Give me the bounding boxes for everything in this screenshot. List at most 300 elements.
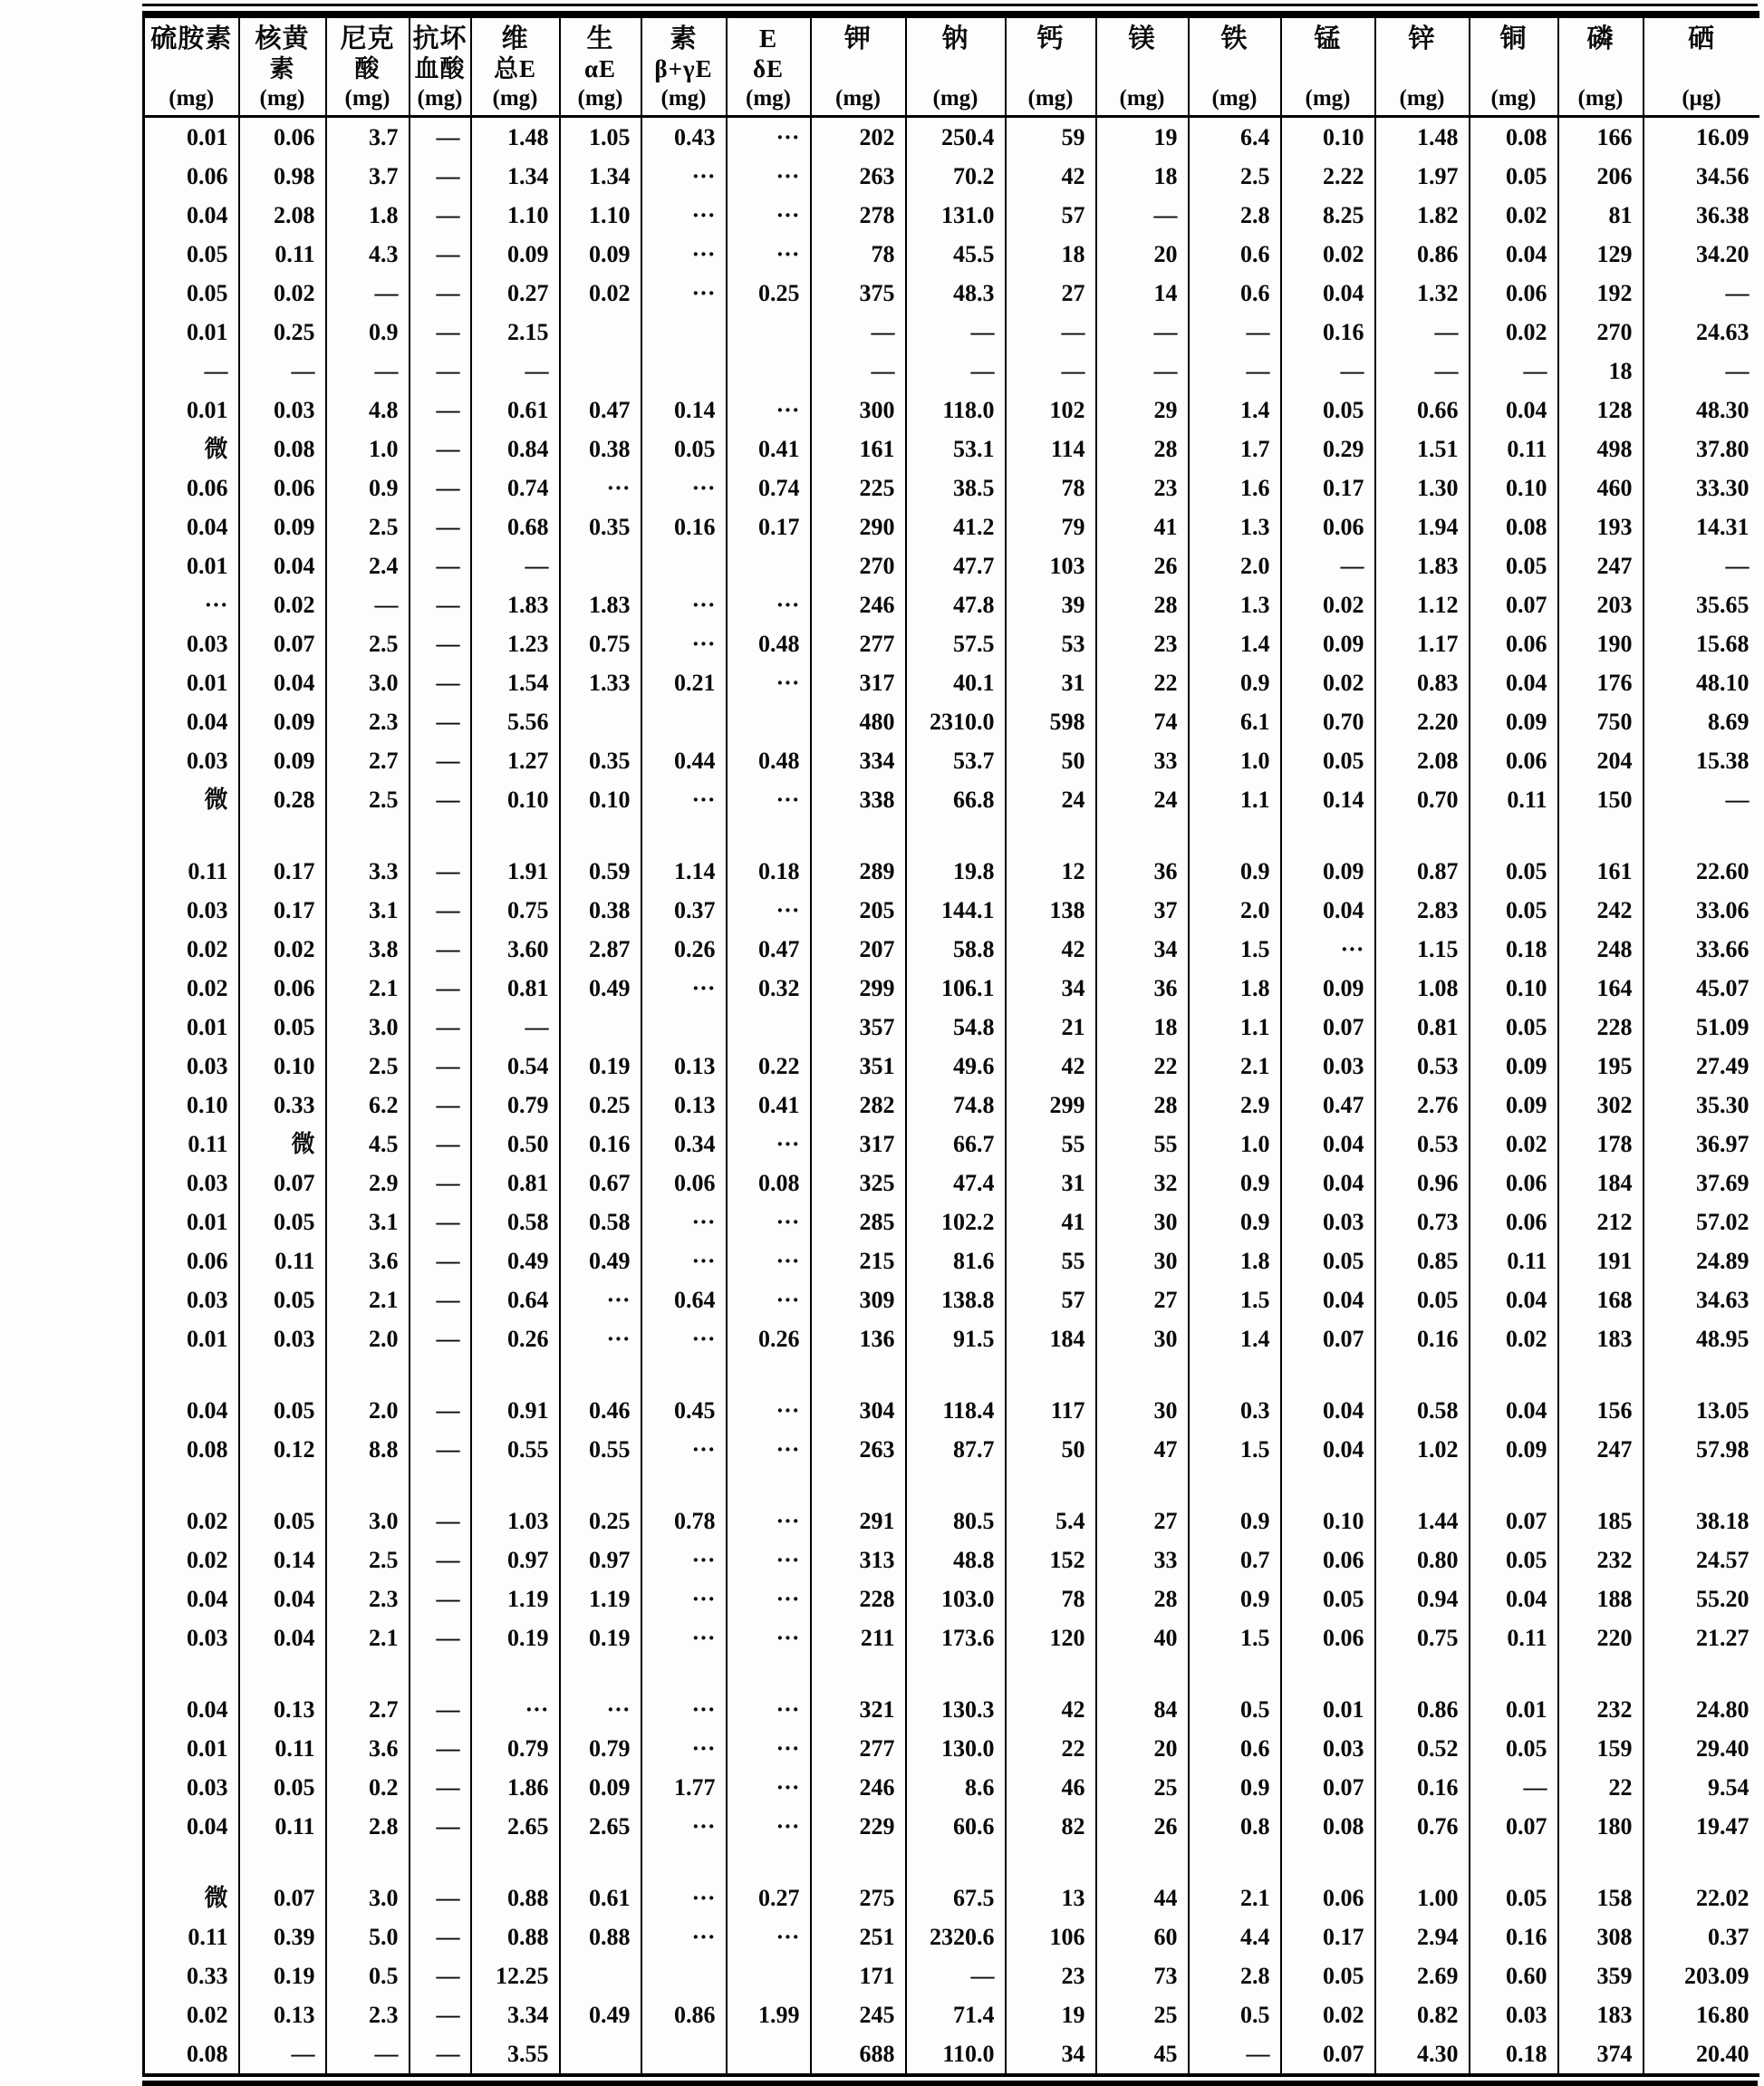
cell: —: [410, 1008, 471, 1047]
cell: 0.09: [1470, 1086, 1558, 1125]
cell: 0.9: [1189, 852, 1281, 891]
cell: 47.4: [906, 1164, 1006, 1202]
cell: 1.48: [1375, 117, 1470, 158]
cell: 37.80: [1696, 435, 1750, 462]
spacer-cell: [1096, 1358, 1189, 1391]
cell: 0.09: [239, 702, 326, 741]
column-header-17: [1558, 14, 1644, 117]
cell: —: [1096, 352, 1189, 391]
table-row: [144, 1807, 1759, 1846]
cell: —: [144, 352, 239, 391]
cell: 1.17: [1375, 624, 1470, 663]
column-unit: (mg): [169, 86, 215, 111]
cell: 36.97: [1696, 1130, 1750, 1157]
cell: —: [906, 352, 1006, 391]
cell: 0.75: [471, 891, 560, 930]
cell: 0.09: [560, 1768, 641, 1807]
cell: 41.2: [906, 507, 1006, 546]
cell: 0.25: [239, 313, 326, 352]
spacer-cell: [811, 1657, 906, 1690]
cell: [727, 546, 811, 585]
cell: 22.02: [1696, 1884, 1750, 1911]
cell: —: [410, 1280, 471, 1319]
cell: 78: [1006, 1579, 1096, 1618]
cell: 35.30: [1696, 1091, 1750, 1118]
cell: 6.1: [1189, 702, 1281, 741]
cell: 45: [1096, 2034, 1189, 2075]
cell: 0.10: [471, 780, 560, 819]
column-name: [1097, 24, 1188, 86]
cell: [727, 313, 811, 352]
cell: —: [811, 313, 906, 352]
cell: 0.07: [1281, 1768, 1375, 1807]
table-row: [144, 196, 1759, 235]
cell: 22: [1096, 1047, 1189, 1086]
cell: 0.88: [471, 1917, 560, 1956]
cell: 4.4: [1189, 1917, 1281, 1956]
cell: 0.81: [471, 1164, 560, 1202]
cell: —: [410, 1125, 471, 1164]
cell: 0.11: [239, 1807, 326, 1846]
column-unit: (mg): [1577, 86, 1624, 111]
cell: [727, 1956, 811, 1995]
cell: 0.01: [144, 1008, 239, 1047]
cell: 0.08: [239, 430, 326, 468]
column-header-11: [1006, 14, 1096, 117]
cell: ···: [641, 1807, 727, 1846]
cell: 1.94: [1375, 507, 1470, 546]
table-row: [144, 1202, 1759, 1241]
cell: 0.06: [1470, 1202, 1558, 1241]
cell: 0.01: [144, 1319, 239, 1358]
cell: —: [471, 546, 560, 585]
cell: 3.1: [326, 1202, 410, 1241]
cell: 0.10: [1281, 117, 1375, 158]
cell: 34.20: [1696, 240, 1750, 267]
cell: 1.44: [1375, 1502, 1470, 1540]
cell: 31: [1006, 1164, 1096, 1202]
cell: 1.1: [1189, 1008, 1281, 1047]
cell: [727, 1008, 811, 1047]
cell: 5.4: [1006, 1502, 1096, 1540]
cell: 2310.0: [906, 702, 1006, 741]
cell: 0.16: [560, 1125, 641, 1164]
cell: ···: [641, 274, 727, 313]
cell: 0.75: [560, 624, 641, 663]
cell: —: [1470, 352, 1558, 391]
cell: 0.04: [1281, 1280, 1375, 1319]
spacer-cell: [906, 1358, 1006, 1391]
cell: 0.05: [1470, 1008, 1558, 1047]
cell: 2.08: [1375, 741, 1470, 780]
cell: 0.01: [1470, 1690, 1558, 1729]
cell: 9.54: [1708, 1773, 1750, 1801]
cell: 0.01: [144, 546, 239, 585]
cell: 0.09: [1281, 852, 1375, 891]
spacer-cell: [641, 1469, 727, 1502]
cell: ···: [641, 585, 727, 624]
cell: 0.9: [1189, 1202, 1281, 1241]
cell: 24.80: [1696, 1695, 1750, 1723]
cell: 460: [1558, 468, 1644, 507]
cell: 0.67: [560, 1164, 641, 1202]
cell: 0.9: [326, 313, 410, 352]
cell: —: [410, 702, 471, 741]
cell: 0.09: [1470, 1430, 1558, 1469]
cell: 275: [811, 1878, 906, 1917]
cell: 0.01: [144, 1202, 239, 1241]
cell: 302: [1558, 1086, 1644, 1125]
cell: 57: [1006, 1280, 1096, 1319]
column-unit: (mg): [1027, 86, 1074, 111]
cell: 2.20: [1375, 702, 1470, 741]
column-name-line1: 硒: [1687, 24, 1715, 53]
cell: 74: [1096, 702, 1189, 741]
cell: 0.03: [144, 1618, 239, 1657]
cell: 0.03: [144, 1280, 239, 1319]
spacer-cell: [560, 1469, 641, 1502]
column-name-line1: 抗坏: [412, 24, 468, 53]
cell: 0.04: [1281, 1125, 1375, 1164]
table-row: [144, 585, 1759, 624]
column-unit: (mg): [1119, 86, 1165, 111]
cell: 38.18: [1696, 1507, 1750, 1534]
cell: 117: [1006, 1391, 1096, 1430]
cell: —: [410, 2034, 471, 2075]
spacer-cell: [239, 819, 326, 852]
cell: 55: [1006, 1125, 1096, 1164]
cell: 0.6: [1189, 235, 1281, 274]
cell: 0.98: [239, 157, 326, 196]
cell: 1.8: [1189, 969, 1281, 1008]
cell: 0.08: [144, 2034, 239, 2075]
cell: 357: [811, 1008, 906, 1047]
cell: 87.7: [906, 1430, 1006, 1469]
cell: 0.75: [1375, 1618, 1470, 1657]
cell: 0.37: [1708, 1923, 1750, 1950]
cell: 0.10: [1470, 468, 1558, 507]
cell: 0.14: [641, 391, 727, 430]
cell: 3.0: [326, 1878, 410, 1917]
cell: 300: [811, 391, 906, 430]
cell: 0.05: [239, 1391, 326, 1430]
spacer-cell: [560, 1657, 641, 1690]
cell: 0.07: [239, 624, 326, 663]
cell: 57.5: [906, 624, 1006, 663]
cell: 480: [811, 702, 906, 741]
table-row: [144, 780, 1759, 819]
cell: 168: [1558, 1280, 1644, 1319]
cell: [560, 1008, 641, 1047]
cell: —: [326, 274, 410, 313]
column-name: [327, 24, 409, 86]
cell: 0.11: [1470, 780, 1558, 819]
cell: 282: [811, 1086, 906, 1125]
cell: —: [410, 852, 471, 891]
cell: 3.0: [326, 1502, 410, 1540]
cell: 0.08: [727, 1164, 811, 1202]
cell: ···: [727, 1241, 811, 1280]
cell: 0.02: [144, 969, 239, 1008]
cell: 66.8: [906, 780, 1006, 819]
cell: 2.7: [326, 741, 410, 780]
cell: 0.06: [239, 468, 326, 507]
cell: 2.83: [1375, 891, 1470, 930]
cell: 0.02: [144, 1995, 239, 2034]
column-name-line2: 酸: [354, 55, 381, 82]
cell: 0.48: [727, 624, 811, 663]
cell: 91.5: [906, 1319, 1006, 1358]
cell: 55: [1006, 1241, 1096, 1280]
column-header-4: [410, 14, 471, 117]
spacer-cell: [1470, 1469, 1558, 1502]
cell: 2.22: [1281, 157, 1375, 196]
cell: —: [1189, 313, 1281, 352]
cell: ···: [641, 235, 727, 274]
cell: 220: [1558, 1618, 1644, 1657]
cell: 55: [1096, 1125, 1189, 1164]
cell: 1.12: [1375, 585, 1470, 624]
cell: 0.86: [1375, 1690, 1470, 1729]
cell: —: [1006, 313, 1096, 352]
column-name-line1: 锰: [1314, 24, 1342, 53]
cell: 22: [1006, 1729, 1096, 1768]
cell: 289: [811, 852, 906, 891]
cell: 0.70: [1281, 702, 1375, 741]
spacer-cell: [1096, 1657, 1189, 1690]
cell: 2.5: [326, 1047, 410, 1086]
cell: 0.17: [727, 507, 811, 546]
cell: 2.1: [1189, 1047, 1281, 1086]
cell: 0.49: [560, 969, 641, 1008]
cell: 2.3: [326, 702, 410, 741]
cell: —: [410, 235, 471, 274]
cell: 1.83: [471, 585, 560, 624]
cell: 0.06: [239, 117, 326, 158]
cell: 0.03: [1281, 1047, 1375, 1086]
cell: 0.02: [560, 274, 641, 313]
spacer-cell: [326, 1358, 410, 1391]
cell: 0.8: [1189, 1807, 1281, 1846]
table-row: [144, 1618, 1759, 1657]
cell: 248: [1558, 930, 1644, 969]
cell: 0.06: [1281, 1540, 1375, 1579]
cell: 0.01: [144, 663, 239, 702]
cell: 185: [1558, 1502, 1644, 1540]
cell: 2.0: [1189, 891, 1281, 930]
cell: 1.10: [560, 196, 641, 235]
cell: 0.05: [1470, 157, 1558, 196]
cell: [560, 313, 641, 352]
cell: 1.8: [326, 196, 410, 235]
cell: 0.04: [239, 1579, 326, 1618]
cell: 2.5: [326, 624, 410, 663]
column-name-line1: 锌: [1408, 24, 1436, 53]
cell: 0.33: [144, 1956, 239, 1995]
spacer-cell: [1470, 1846, 1558, 1878]
cell: 0.05: [239, 1502, 326, 1540]
cell: ···: [727, 585, 811, 624]
cell: 0.19: [560, 1618, 641, 1657]
spacer-cell: [1558, 1469, 1644, 1502]
column-name: [145, 24, 238, 86]
cell: 0.13: [641, 1047, 727, 1086]
cell: 28: [1096, 1579, 1189, 1618]
cell: 0.12: [239, 1430, 326, 1469]
table-row: [144, 235, 1759, 274]
cell: —: [410, 1618, 471, 1657]
cell: 195: [1558, 1047, 1644, 1086]
cell: 0.9: [1189, 1579, 1281, 1618]
cell: —: [410, 1917, 471, 1956]
cell: 0.04: [1470, 663, 1558, 702]
table-row: [144, 1164, 1759, 1202]
cell: 1.34: [560, 157, 641, 196]
cell: 2.4: [326, 546, 410, 585]
cell: ···: [641, 157, 727, 196]
cell: 0.38: [560, 891, 641, 930]
column-name: [1559, 24, 1643, 86]
cell: 291: [811, 1502, 906, 1540]
spacer-cell: [1281, 819, 1375, 852]
cell: 14: [1096, 274, 1189, 313]
cell: —: [326, 352, 410, 391]
cell: —: [1470, 1768, 1558, 1807]
column-name-line1: 铜: [1499, 24, 1528, 53]
cell: 0.13: [239, 1690, 326, 1729]
cell: 0.07: [1281, 1319, 1375, 1358]
cell: 45.5: [906, 235, 1006, 274]
cell: —: [410, 391, 471, 430]
cell: 23: [1096, 624, 1189, 663]
table-row: [144, 1125, 1759, 1164]
column-name-line2: 素: [269, 55, 295, 82]
table-row: [144, 930, 1759, 969]
table-row: [144, 1047, 1759, 1086]
cell: 0.16: [1375, 1319, 1470, 1358]
cell: 232: [1558, 1540, 1644, 1579]
cell: 0.91: [471, 1391, 560, 1430]
column-name: [240, 24, 325, 86]
cell: 20: [1096, 235, 1189, 274]
cell: 0.3: [1189, 1391, 1281, 1430]
cell: 28: [1096, 430, 1189, 468]
cell: ···: [727, 1280, 811, 1319]
spacer-cell: [641, 819, 727, 852]
table-row: [144, 1086, 1759, 1125]
cell: —: [410, 891, 471, 930]
cell: 79: [1006, 507, 1096, 546]
spacer-cell: [471, 1358, 560, 1391]
cell: 48.95: [1696, 1325, 1750, 1352]
cell: 0.61: [471, 391, 560, 430]
cell: —: [410, 624, 471, 663]
cell: —: [1281, 352, 1375, 391]
cell: 118.4: [906, 1391, 1006, 1430]
cell: 60.6: [906, 1807, 1006, 1846]
cell: 27: [1096, 1280, 1189, 1319]
cell: —: [410, 1878, 471, 1917]
spacer-cell: [326, 1469, 410, 1502]
column-unit: (mg): [1399, 86, 1445, 111]
cell: —: [410, 1047, 471, 1086]
column-name: [812, 24, 905, 86]
cell: ···: [727, 1202, 811, 1241]
cell: ···: [727, 1807, 811, 1846]
spacer-cell: [410, 819, 471, 852]
cell: 67.5: [906, 1878, 1006, 1917]
cell: 1.4: [1189, 624, 1281, 663]
column-name-line1: 硫胺素: [150, 24, 233, 53]
cell: 0.03: [239, 1319, 326, 1358]
cell: —: [1096, 196, 1189, 235]
cell: —: [410, 352, 471, 391]
cell: —: [1375, 352, 1470, 391]
cell: 25: [1096, 1768, 1189, 1807]
cell: 0.5: [326, 1956, 410, 1995]
table-row: [144, 1956, 1759, 1995]
cell: 0.16: [1281, 313, 1375, 352]
column-unit: (mg): [932, 86, 978, 111]
spacer-cell: [144, 1358, 239, 1391]
column-header-15: [1375, 14, 1470, 117]
spacer-cell: [1096, 1846, 1189, 1878]
cell: 156: [1558, 1391, 1644, 1430]
cell: 0.64: [641, 1280, 727, 1319]
cell: 0.41: [727, 1086, 811, 1125]
cell: 0.9: [1189, 663, 1281, 702]
column-unit: (mg): [577, 86, 623, 111]
cell: 19: [1096, 117, 1189, 158]
cell: 0.58: [1375, 1391, 1470, 1430]
column-name-line2: β+γE: [654, 55, 713, 82]
cell: 304: [811, 1391, 906, 1430]
cell: 1.05: [560, 117, 641, 158]
cell: 184: [1006, 1319, 1096, 1358]
cell: 46: [1006, 1768, 1096, 1807]
header-row: [144, 14, 1759, 117]
cell: 0.02: [1470, 196, 1558, 235]
cell: —: [1725, 279, 1750, 306]
cell: 0.13: [641, 1086, 727, 1125]
cell: 0.02: [239, 930, 326, 969]
cell: 1.32: [1375, 274, 1470, 313]
cell: —: [1725, 786, 1750, 813]
spacer-cell: [1375, 819, 1470, 852]
cell: 36: [1096, 969, 1189, 1008]
cell: 0.26: [641, 930, 727, 969]
cell: 0.05: [239, 1280, 326, 1319]
cell: 1.0: [326, 430, 410, 468]
cell: 27: [1006, 274, 1096, 313]
table-row: [144, 1768, 1759, 1807]
cell: 53: [1006, 624, 1096, 663]
cell: 3.3: [326, 852, 410, 891]
spacer-cell: [471, 1846, 560, 1878]
cell: 59: [1006, 117, 1096, 158]
cell: 0.58: [560, 1202, 641, 1241]
table-row: [144, 2034, 1759, 2075]
spacer-cell: [1375, 1846, 1470, 1878]
spacer-cell: [727, 1846, 811, 1878]
cell: 1.03: [471, 1502, 560, 1540]
cell: 0.06: [239, 969, 326, 1008]
spacer-cell: [144, 1846, 239, 1878]
cell: 0.82: [1375, 1995, 1470, 2034]
cell: 27.49: [1696, 1052, 1750, 1079]
column-header-18: [1644, 14, 1759, 117]
cell: 0.06: [1281, 507, 1375, 546]
